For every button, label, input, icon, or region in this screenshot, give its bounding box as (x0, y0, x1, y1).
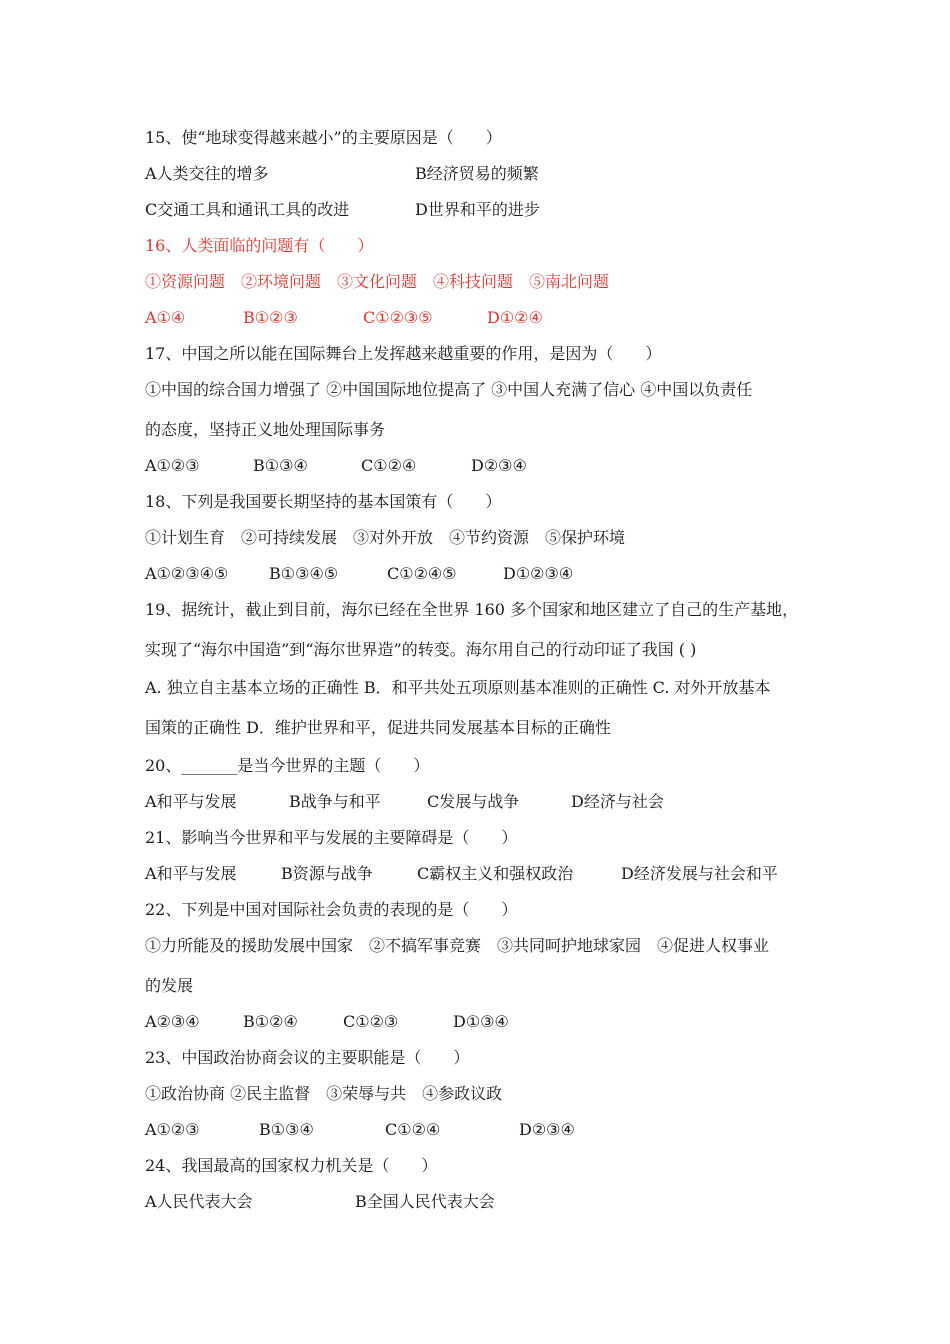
q20-option-a: A和平与发展 (145, 792, 237, 811)
q16-option-a: A①④ (145, 308, 186, 327)
q23-option-c: C①②④ (385, 1120, 441, 1139)
q21-option-a: A和平与发展 (145, 864, 237, 883)
q16-items: ①资源问题 ②环境问题 ③文化问题 ④科技问题 ⑤南北问题 (145, 272, 610, 291)
q22-items-line2: 的发展 (145, 976, 194, 995)
q23-stem: 23、中国政治协商会议的主要职能是（ ） (145, 1048, 470, 1067)
q17-option-d: D②③④ (471, 456, 527, 475)
q23-option-b: B①③④ (259, 1120, 314, 1139)
q22-stem: 22、下列是中国对国际社会负责的表现的是（ ） (145, 900, 518, 919)
q17-stem: 17、中国之所以能在国际舞台上发挥越来越重要的作用，是因为（ ） (145, 344, 662, 363)
q18-stem: 18、下列是我国要长期坚持的基本国策有（ ） (145, 492, 502, 511)
q21-option-c: C霸权主义和强权政治 (417, 864, 574, 883)
q18-option-a: A①②③④⑤ (145, 564, 229, 583)
q18-option-c: C①②④⑤ (387, 564, 457, 583)
q24-stem: 24、我国最高的国家权力机关是（ ） (145, 1156, 438, 1175)
q22-option-b: B①②④ (243, 1012, 298, 1031)
q20-option-d: D经济与社会 (571, 792, 664, 811)
q21-option-d: D经济发展与社会和平 (621, 864, 778, 883)
q15-option-d: D世界和平的进步 (415, 200, 540, 219)
q21-option-b: B资源与战争 (281, 864, 373, 883)
q24-option-a: A人民代表大会 (145, 1192, 253, 1211)
q15-option-c: C交通工具和通讯工具的改进 (145, 200, 350, 219)
q15-option-b: B经济贸易的频繁 (415, 164, 539, 183)
q24-option-b: B全国人民代表大会 (355, 1192, 495, 1211)
q22-option-d: D①③④ (453, 1012, 509, 1031)
q16-option-d: D①②④ (487, 308, 543, 327)
q15-stem: 15、使“地球变得越来越小”的主要原因是（ ） (145, 128, 502, 147)
q16-stem: 16、人类面临的问题有（ ） (145, 236, 374, 255)
q17-items-line1: ①中国的综合国力增强了 ②中国国际地位提高了 ③中国人充满了信心 ④中国以负责任 (145, 380, 753, 399)
q22-items-line1: ①力所能及的援助发展中国家 ②不搞军事竞赛 ③共同呵护地球家园 ④促进人权事业 (145, 936, 770, 955)
q17-option-a: A①②③ (145, 456, 200, 475)
q18-option-b: B①③④⑤ (269, 564, 339, 583)
q18-option-d: D①②③④ (503, 564, 574, 583)
q20-option-c: C发展与战争 (427, 792, 520, 811)
q20-option-b: B战争与和平 (289, 792, 381, 811)
q22-option-a: A②③④ (145, 1012, 200, 1031)
q16-option-b: B①②③ (243, 308, 298, 327)
q23-option-d: D②③④ (519, 1120, 575, 1139)
q21-stem: 21、影响当今世界和平与发展的主要障碍是（ ） (145, 828, 518, 847)
q18-items: ①计划生育 ②可持续发展 ③对外开放 ④节约资源 ⑤保护环境 (145, 528, 626, 547)
q19-options-line2: 国策的正确性 D．维护世界和平，促进共同发展基本目标的正确性 (145, 718, 611, 737)
q19-stem-line1: 19、据统计，截止到目前，海尔已经在全世界 160 多个国家和地区建立了自己的生产基地， (145, 600, 799, 619)
q17-items-line2: 的态度，坚持正义地处理国际事务 (145, 420, 386, 439)
q15-option-a: A人类交往的增多 (145, 164, 269, 183)
q22-option-c: C①②③ (343, 1012, 399, 1031)
q20-stem: 20、_______是当今世界的主题（ ） (145, 756, 430, 775)
q19-options-line1: A. 独立自主基本立场的正确性 B．和平共处五项原则基本准则的正确性 C. 对外开放基本 (145, 678, 771, 697)
q16-option-c: C①②③⑤ (363, 308, 433, 327)
q17-option-b: B①③④ (253, 456, 308, 475)
q23-items: ①政治协商 ②民主监督 ③荣辱与共 ④参政议政 (145, 1084, 503, 1103)
q17-option-c: C①②④ (361, 456, 417, 475)
q19-stem-line2: 实现了“海尔中国造”到“海尔世界造”的转变。海尔用自己的行动印证了我国 ( ) (145, 640, 697, 659)
q23-option-a: A①②③ (145, 1120, 200, 1139)
